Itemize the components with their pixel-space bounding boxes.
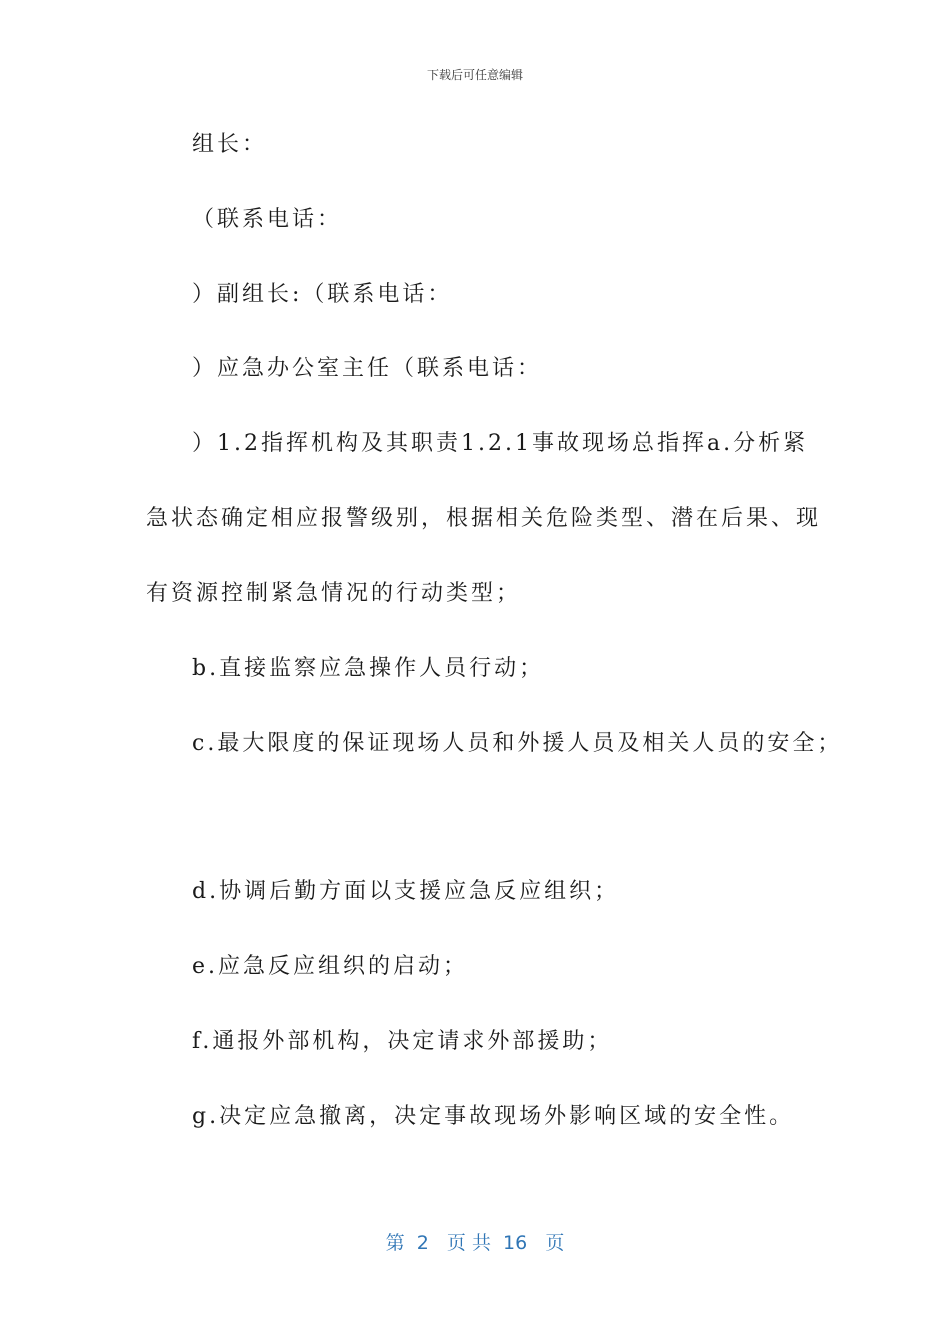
text-line-contact-phone: （联系电话： bbox=[192, 207, 343, 232]
text-line-item-e: e.应急反应组织的启动； bbox=[192, 954, 469, 979]
text-line-item-f: f.通报外部机构，决定请求外部援助； bbox=[192, 1029, 613, 1054]
page-number-footer: 第 2 页 共 16 页 bbox=[385, 1232, 565, 1254]
text-line-continuation-2: 有资源控制紧急情况的行动类型； bbox=[146, 581, 522, 606]
text-line-item-c: c.最大限度的保证现场人员和外援人员及相关人员的安全； bbox=[192, 731, 843, 756]
text-line-item-b: b.直接监察应急操作人员行动； bbox=[192, 656, 545, 681]
text-line-section-1-2: ）1.2指挥机构及其职责1.2.1事故现场总指挥a.分析紧 bbox=[192, 431, 809, 456]
text-line-deputy-leader: ）副组长:（联系电话： bbox=[192, 282, 453, 307]
text-line-item-d: d.协调后勤方面以支援应急反应组织； bbox=[192, 879, 620, 904]
text-line-item-g: g.决定应急撤离，决定事故现场外影响区域的安全性。 bbox=[192, 1104, 795, 1129]
text-line-group-leader: 组长： bbox=[192, 132, 268, 157]
text-line-office-director: ）应急办公室主任（联系电话： bbox=[192, 356, 543, 381]
page-header: 下载后可任意编辑 bbox=[426, 68, 523, 82]
text-line-continuation-1: 急状态确定相应报警级别，根据相关危险类型、潜在后果、现 bbox=[146, 506, 822, 531]
